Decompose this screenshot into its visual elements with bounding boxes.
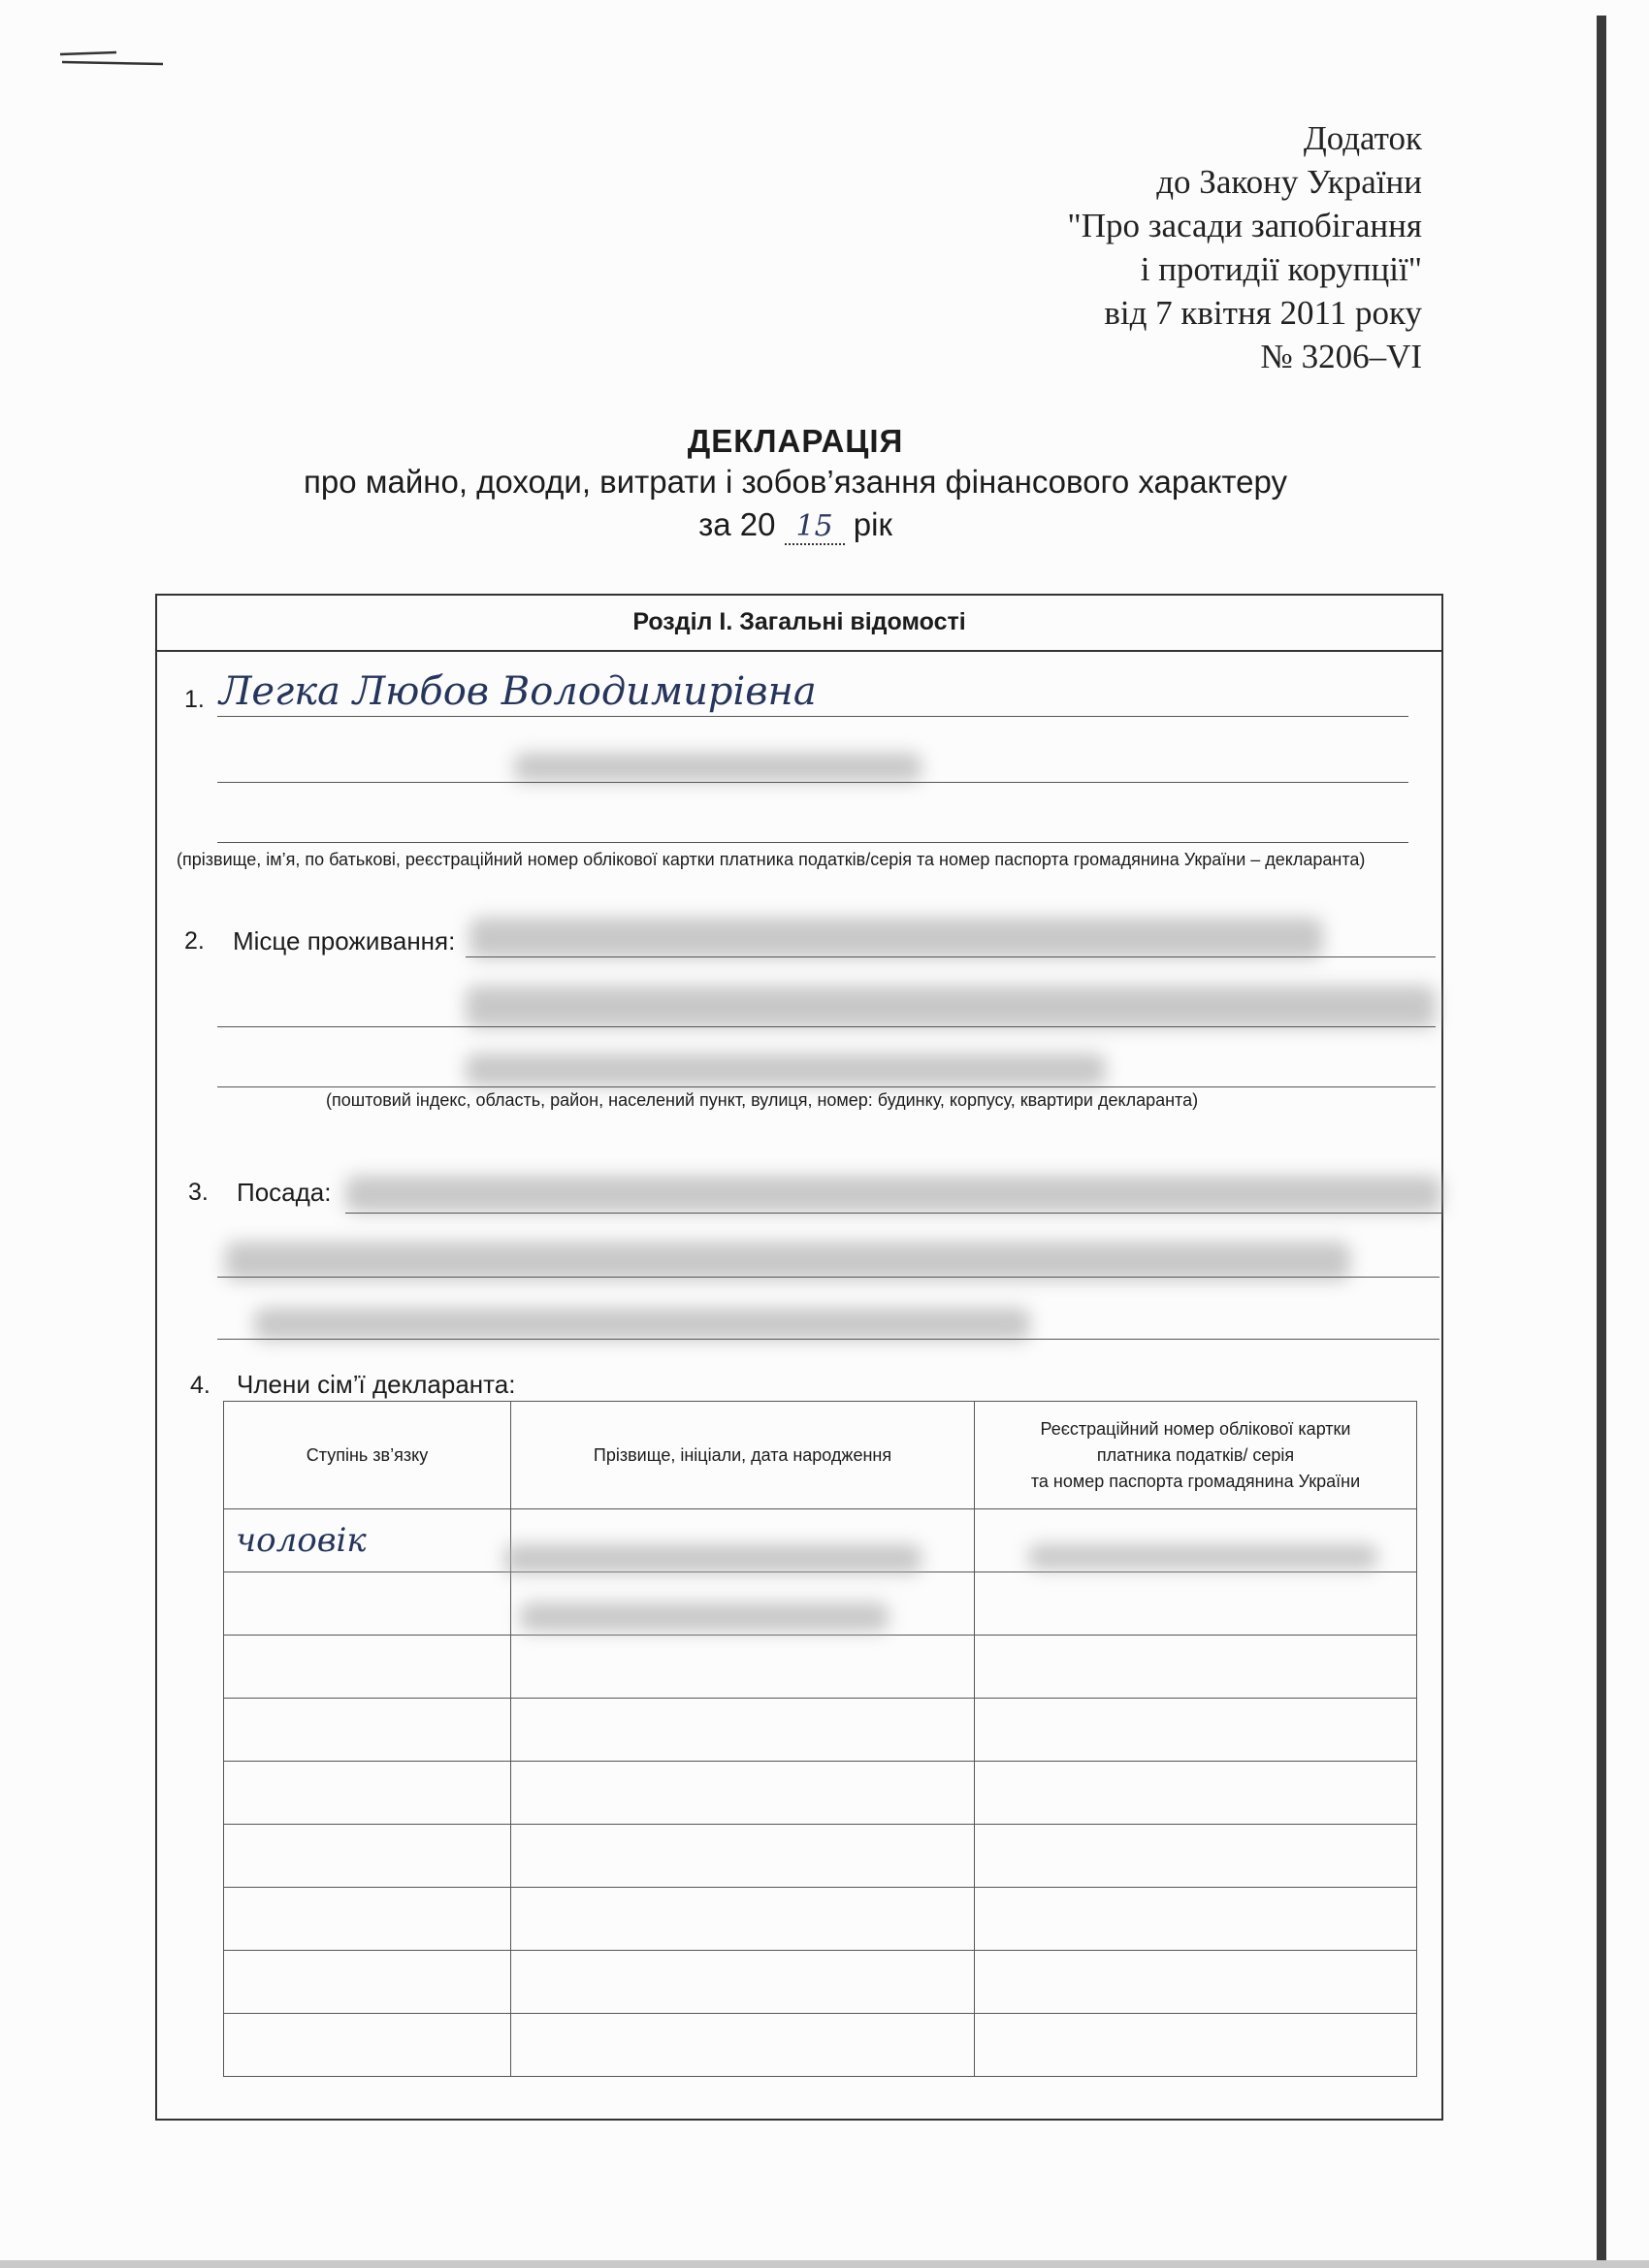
- redacted-position-3[interactable]: [254, 1308, 1030, 1341]
- position-label: Посада:: [237, 1178, 332, 1207]
- item-3-line-2: [217, 1277, 1439, 1278]
- scan-edge-bottom: [0, 2260, 1649, 2268]
- redacted-position-2[interactable]: [225, 1242, 1350, 1280]
- redacted-id: [514, 753, 922, 782]
- header-tax-id-line-3: та номер паспорта громадянина України: [1030, 1471, 1361, 1491]
- family-members-table: [223, 1401, 1417, 2077]
- name-cell[interactable]: [511, 1636, 975, 1699]
- tax-id-cell[interactable]: [975, 1762, 1417, 1825]
- tax-id-cell[interactable]: [975, 1888, 1417, 1951]
- year-suffix: рік: [853, 506, 892, 542]
- law-appendix-header: [1067, 116, 1422, 378]
- table-row: [224, 1951, 1417, 2014]
- declaration-title: ДЕКЛАРАЦІЯ: [687, 423, 904, 459]
- appendix-line-2: до Закону України: [1156, 163, 1422, 201]
- item-1-line-2: [217, 782, 1408, 783]
- redacted-member-dob: [520, 1603, 889, 1632]
- item-2-line-1: [466, 956, 1436, 957]
- item-4-number: 4.: [190, 1372, 210, 1399]
- header-relationship: Ступінь зв’язку: [224, 1402, 511, 1509]
- declarant-name-field[interactable]: Легка Любов Володимирівна: [219, 669, 817, 714]
- relation-cell[interactable]: [224, 2014, 511, 2077]
- year-prefix: за 20: [698, 506, 776, 542]
- redacted-address-2[interactable]: [466, 986, 1436, 1028]
- header-tax-id: [975, 1402, 1417, 1509]
- relation-cell[interactable]: [224, 1699, 511, 1762]
- relation-cell[interactable]: [224, 1572, 511, 1636]
- redacted-position-1[interactable]: [345, 1176, 1441, 1213]
- tax-id-cell[interactable]: [975, 2014, 1417, 2077]
- relation-cell[interactable]: [224, 1951, 511, 2014]
- relation-handwritten: чоловік: [236, 1521, 367, 1560]
- name-cell[interactable]: [511, 2014, 975, 2077]
- year-value-field[interactable]: 15: [785, 509, 845, 545]
- tax-id-cell[interactable]: [975, 1572, 1417, 1636]
- appendix-line-5: від 7 квітня 2011 року: [1104, 294, 1422, 332]
- item-3-line-3: [217, 1339, 1439, 1340]
- table-row: [224, 1636, 1417, 1699]
- table-header-row: [224, 1402, 1417, 1509]
- item-3-number: 3.: [188, 1179, 209, 1206]
- relation-cell[interactable]: [224, 1509, 511, 1572]
- name-cell[interactable]: [511, 1825, 975, 1888]
- tax-id-cell[interactable]: [975, 1951, 1417, 2014]
- appendix-line-4: і протидії корупції": [1140, 250, 1422, 288]
- item-1-number: 1.: [184, 686, 205, 713]
- item-2-line-2: [217, 1026, 1436, 1027]
- relation-cell[interactable]: [224, 1888, 511, 1951]
- redacted-address-3[interactable]: [466, 1053, 1106, 1086]
- appendix-line-1: Додаток: [1303, 119, 1422, 157]
- section-title: Розділ І. Загальні відомості: [155, 594, 1443, 652]
- tax-id-cell[interactable]: [975, 1825, 1417, 1888]
- item-2-number: 2.: [184, 927, 205, 955]
- name-cell[interactable]: [511, 1888, 975, 1951]
- header-tax-id-line-1: Реєстраційний номер облікової картки: [1040, 1418, 1351, 1439]
- item-2-line-3: [217, 1086, 1436, 1087]
- table-row: [224, 1762, 1417, 1825]
- relation-cell[interactable]: [224, 1636, 511, 1699]
- item-1-line-3: [217, 842, 1408, 843]
- corner-pen-mark: [58, 49, 165, 70]
- item-3-line-1: [345, 1213, 1441, 1214]
- residence-label: Місце проживання:: [233, 926, 456, 956]
- table-row: [224, 1825, 1417, 1888]
- relation-cell[interactable]: [224, 1762, 511, 1825]
- item-2-caption: (поштовий індекс, область, район, населений пункт, вулиця, номер: будинку, корпусу, квартири декларанта): [326, 1090, 1199, 1110]
- declaration-year-line: [0, 506, 1591, 545]
- header-name-dob: Прізвище, ініціали, дата народження: [511, 1402, 975, 1509]
- redacted-member-id: [1028, 1544, 1377, 1570]
- tax-id-cell[interactable]: [975, 1636, 1417, 1699]
- name-cell[interactable]: [511, 1762, 975, 1825]
- appendix-line-6: № 3206–VI: [1260, 338, 1422, 375]
- table-row: [224, 2014, 1417, 2077]
- redacted-address-1[interactable]: [469, 918, 1323, 958]
- table-row: [224, 1699, 1417, 1762]
- declaration-subtitle: про майно, доходи, витрати і зобов’язання фінансового характеру: [304, 464, 1287, 500]
- relation-cell[interactable]: [224, 1825, 511, 1888]
- name-cell[interactable]: [511, 1951, 975, 2014]
- name-cell[interactable]: [511, 1699, 975, 1762]
- tax-id-cell[interactable]: [975, 1699, 1417, 1762]
- header-tax-id-line-2: платника податків/ серія: [1096, 1444, 1295, 1465]
- family-members-label: Члени сім’ї декларанта:: [237, 1370, 516, 1399]
- appendix-line-3: "Про засади запобігання: [1067, 207, 1422, 244]
- item-1-caption: (прізвище, ім’я, по батькові, реєстраційний номер облікової картки платника податків/серія та номер паспорта громадянина України – декларанта): [177, 850, 1366, 869]
- redacted-member-name: [504, 1544, 922, 1573]
- item-1-line-1: [217, 716, 1408, 717]
- scan-edge-right: [1597, 16, 1606, 2268]
- table-row: [224, 1888, 1417, 1951]
